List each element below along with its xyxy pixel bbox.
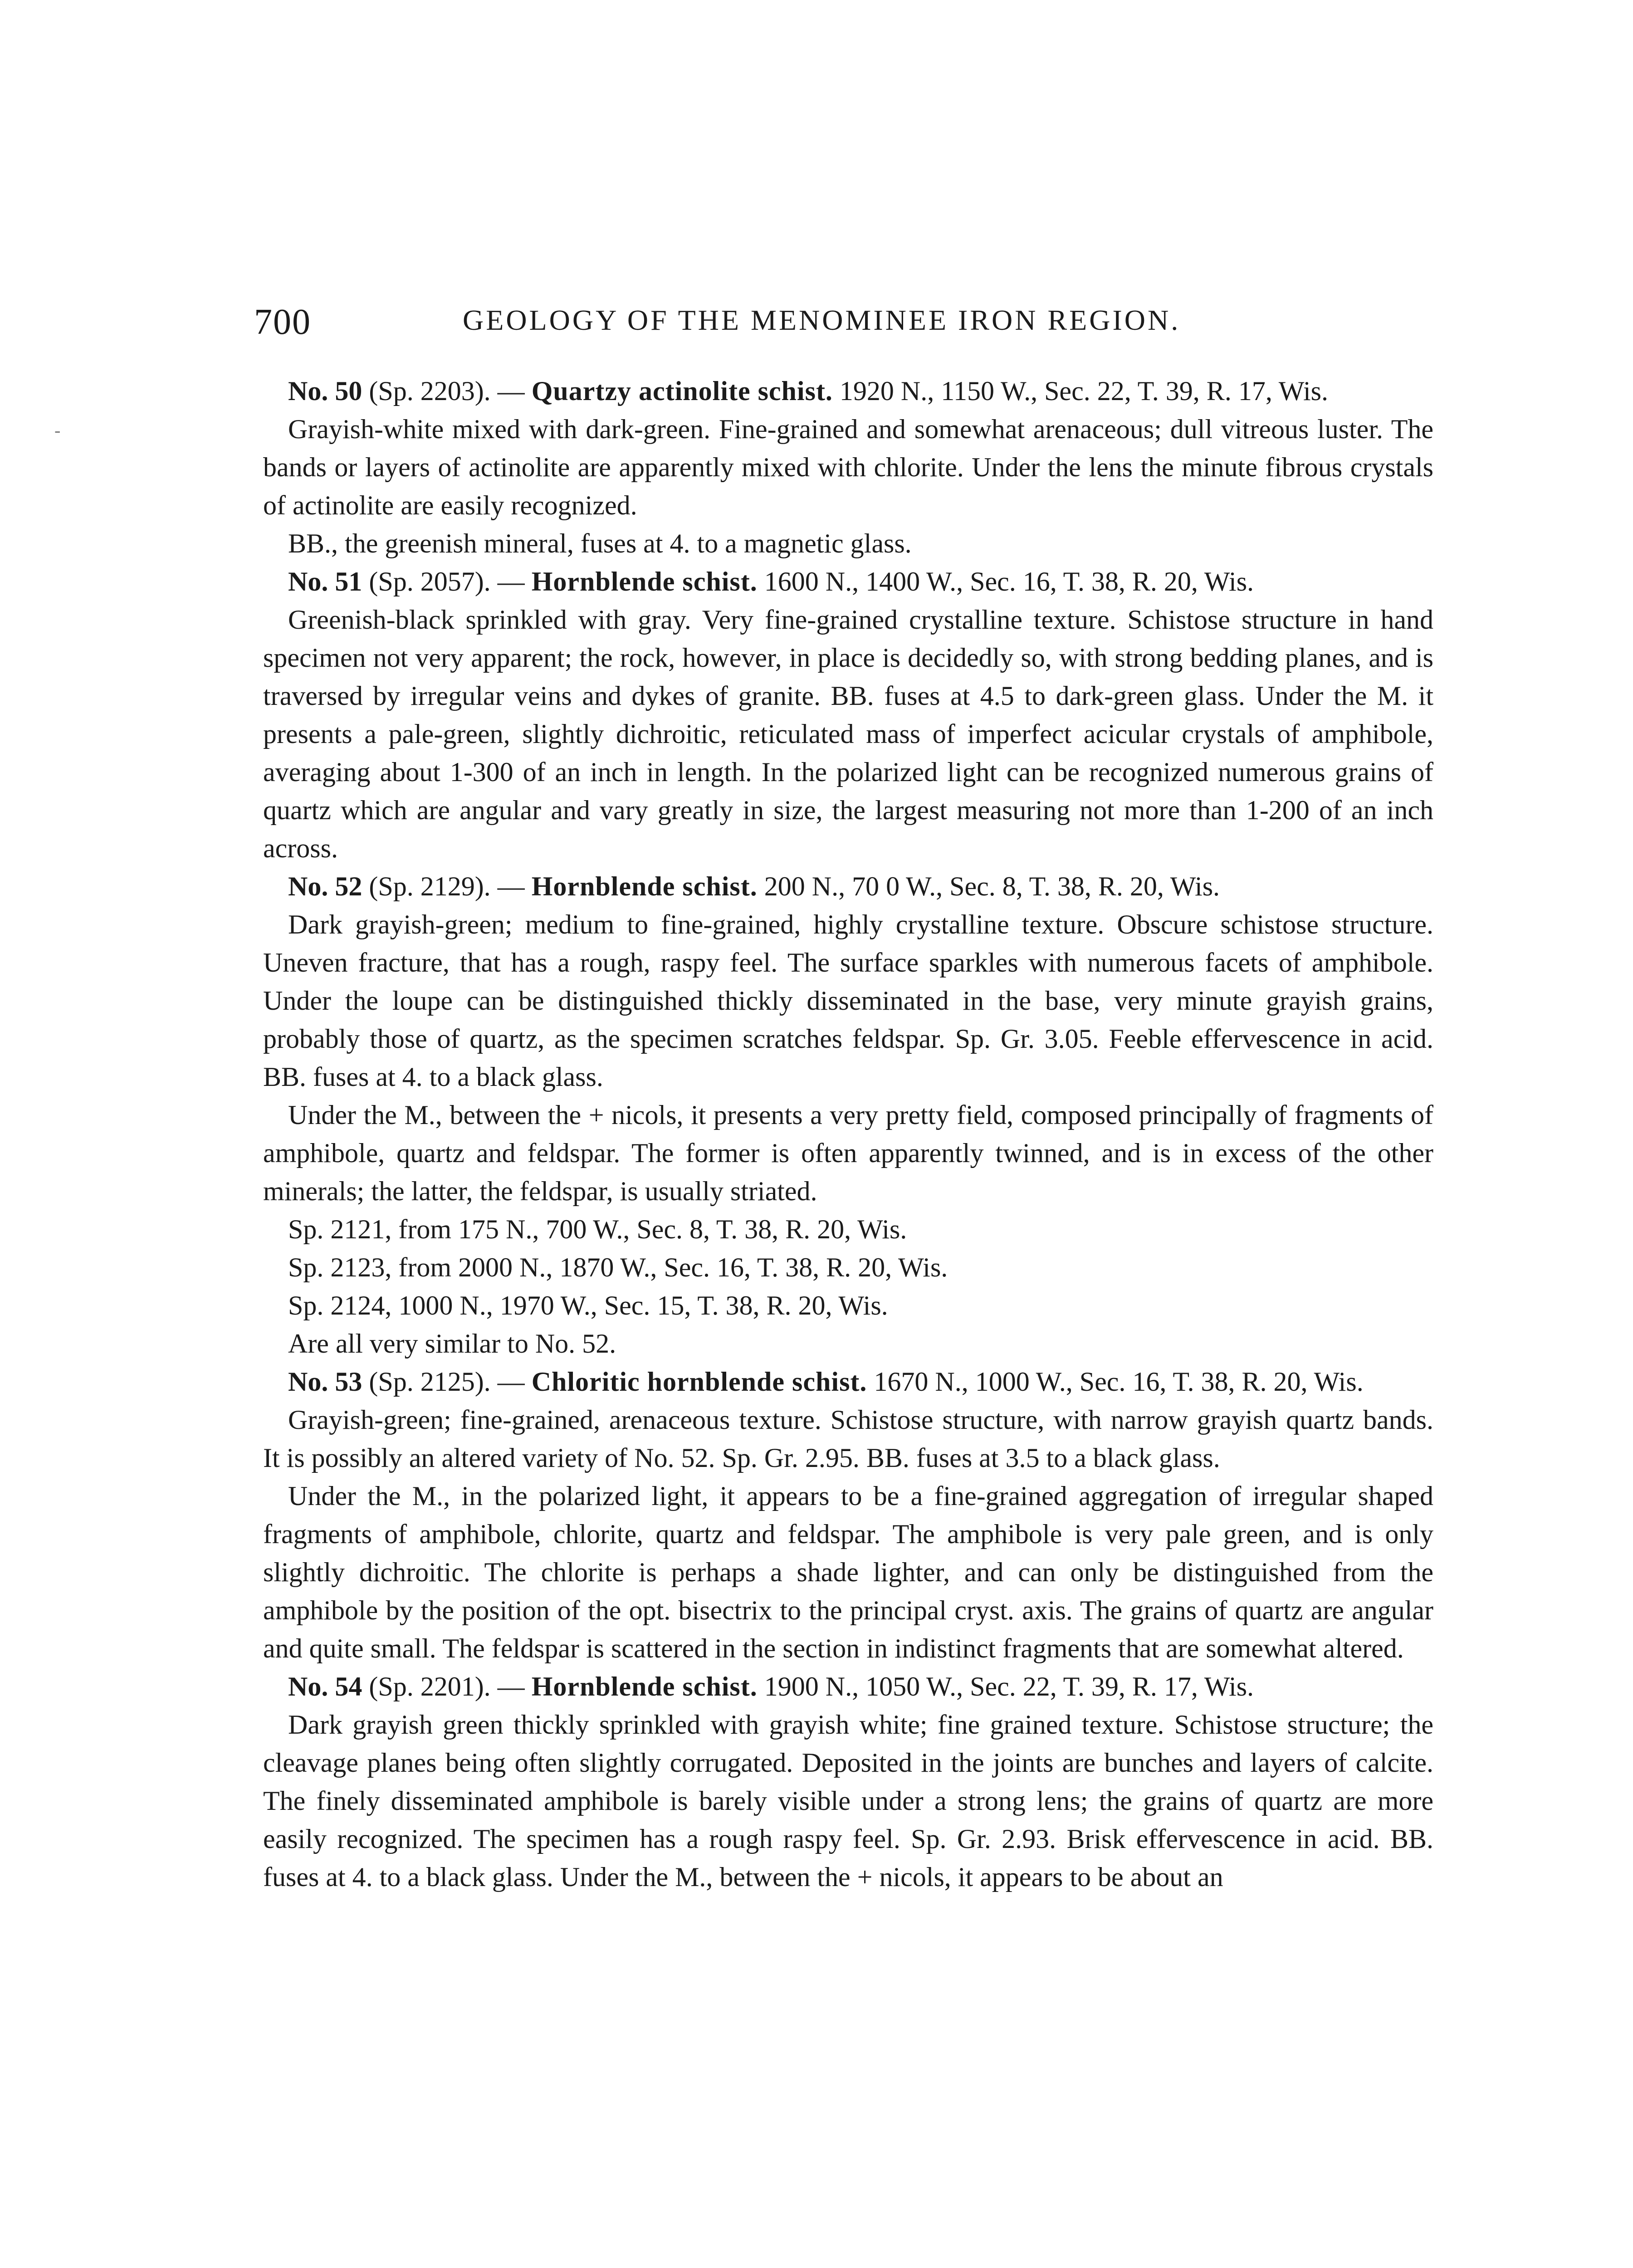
entry-number: No. 50 [288,376,362,406]
entry-number: No. 52 [288,871,362,901]
page-header [254,302,1442,342]
entry-location: 200 N., 70 0 W., Sec. 8, T. 38, R. 20, Wis. [757,871,1220,901]
entry-description: Grayish-green; fine-grained, arenaceous texture. Schistose structure, with narrow grayish quartz bands. It is possibly an altered variety of No. 52. Sp. Gr. 2.95. BB. fuses at 3.5 to a black glass. [263,1405,1433,1473]
related-note: Are all very similar to No. 52. [288,1329,616,1359]
entry-heading-no52 [263,867,1433,905]
entry-heading-no53 [263,1363,1433,1401]
entry-specimen: (Sp. 2203). — [362,376,532,406]
entry-description: Grayish-white mixed with dark-green. Fine-grained and somewhat arenaceous; dull vitreous luster. The bands or layers of actinolite are apparently mixed with chlorite. Under the lens the minute fibrous crystals of actinolite are easily recognized. [263,414,1433,520]
entry-location: 1600 N., 1400 W., Sec. 16, T. 38, R. 20, Wis. [757,567,1254,596]
entry-specimen: (Sp. 2129). — [362,871,532,901]
entry-location: 1920 N., 1150 W., Sec. 22, T. 39, R. 17, Wis. [832,376,1328,406]
entry-number: No. 51 [288,567,362,596]
entry-name: Hornblende schist. [531,871,758,901]
margin-mark: - [54,420,61,440]
entry-description: Dark grayish green thickly sprinkled with grayish white; fine grained texture. Schistose structure; the cleavage planes being often slightly corrugated. Deposited in the joints are bunches and layers of calcite. The finely disseminated amphibole is barely visible under a strong lens; the grains of quartz are more easily recognized. The specimen has a rough raspy feel. Sp. Gr. 2.93. Brisk effervescence in acid. BB. fuses at 4. to a black glass. Under the M., between the + nicols, it appears to be about an [263,1710,1433,1892]
page-number: 700 [254,302,311,342]
entry-heading-no50 [263,372,1433,410]
entry-specimen: (Sp. 2201). — [362,1672,532,1701]
entry-blowpipe: BB., the greenish mineral, fuses at 4. to a magnetic glass. [288,528,912,558]
entry-name: Hornblende schist. [531,1672,758,1701]
entry-microscope: Under the M., in the polarized light, it appears to be a fine-grained aggregation of irregular shaped fragments of amphibole, chlorite, quartz and feldspar. The amphibole is very pale green, and is only slightly dichroitic. The chlorite is perhaps a shade lighter, and can only be distinguished from the amphibole by the position of the opt. bisectrix to the principal cryst. axis. The grains of quartz are angular and quite small. The feldspar is scattered in the section in indistinct fragments that are somewhat altered. [263,1481,1433,1663]
entry-specimen: (Sp. 2125). — [362,1367,532,1397]
entry-name: Chloritic hornblende schist. [531,1367,867,1397]
entry-location: 1900 N., 1050 W., Sec. 22, T. 39, R. 17, Wis. [757,1672,1254,1701]
entry-name: Hornblende schist. [531,567,758,596]
entry-description: Greenish-black sprinkled with gray. Very fine-grained crystalline texture. Schistose structure in hand specimen not very apparent; the rock, however, in place is decidedly so, with strong bedding planes, and is traversed by irregular veins and dykes of granite. BB. fuses at 4.5 to dark-green glass. Under the M. it presents a pale-green, slightly dichroitic, reticulated mass of imperfect acicular crystals of amphibole, averaging about 1-300 of an inch in length. In the polarized light can be recognized numerous grains of quartz which are angular and vary greatly in size, the largest measuring not more than 1-200 of an inch across. [263,605,1433,863]
entry-name: Quartzy actinolite schist. [531,376,833,406]
entry-heading-no51 [263,562,1433,601]
running-head: GEOLOGY OF THE MENOMINEE IRON REGION. [463,304,1181,336]
entry-number: No. 54 [288,1672,362,1701]
entry-specimen: (Sp. 2057). — [362,567,532,596]
related-specimen: Sp. 2123, from 2000 N., 1870 W., Sec. 16, T. 38, R. 20, Wis. [288,1252,948,1282]
entry-microscope: Under the M., between the + nicols, it presents a very pretty field, composed principally of fragments of amphibole, quartz and feldspar. The former is often apparently twinned, and is in excess of the other minerals; the latter, the feldspar, is usually striated. [263,1100,1433,1206]
entry-heading-no54 [263,1667,1433,1706]
related-specimen: Sp. 2121, from 175 N., 700 W., Sec. 8, T. 38, R. 20, Wis. [288,1214,907,1244]
entry-number: No. 53 [288,1367,362,1397]
page-body [263,372,1433,1896]
entry-location: 1670 N., 1000 W., Sec. 16, T. 38, R. 20, Wis. [867,1367,1364,1397]
entry-description: Dark grayish-green; medium to fine-grained, highly crystalline texture. Obscure schistose structure. Uneven fracture, that has a rough, raspy feel. The surface sparkles with numerous facets of amphibole. Under the loupe can be distinguished thickly disseminated in the base, very minute grayish grains, probably those of quartz, as the specimen scratches feldspar. Sp. Gr. 3.05. Feeble effervescence in acid. BB. fuses at 4. to a black glass. [263,909,1433,1092]
related-specimen: Sp. 2124, 1000 N., 1970 W., Sec. 15, T. 38, R. 20, Wis. [288,1290,888,1320]
